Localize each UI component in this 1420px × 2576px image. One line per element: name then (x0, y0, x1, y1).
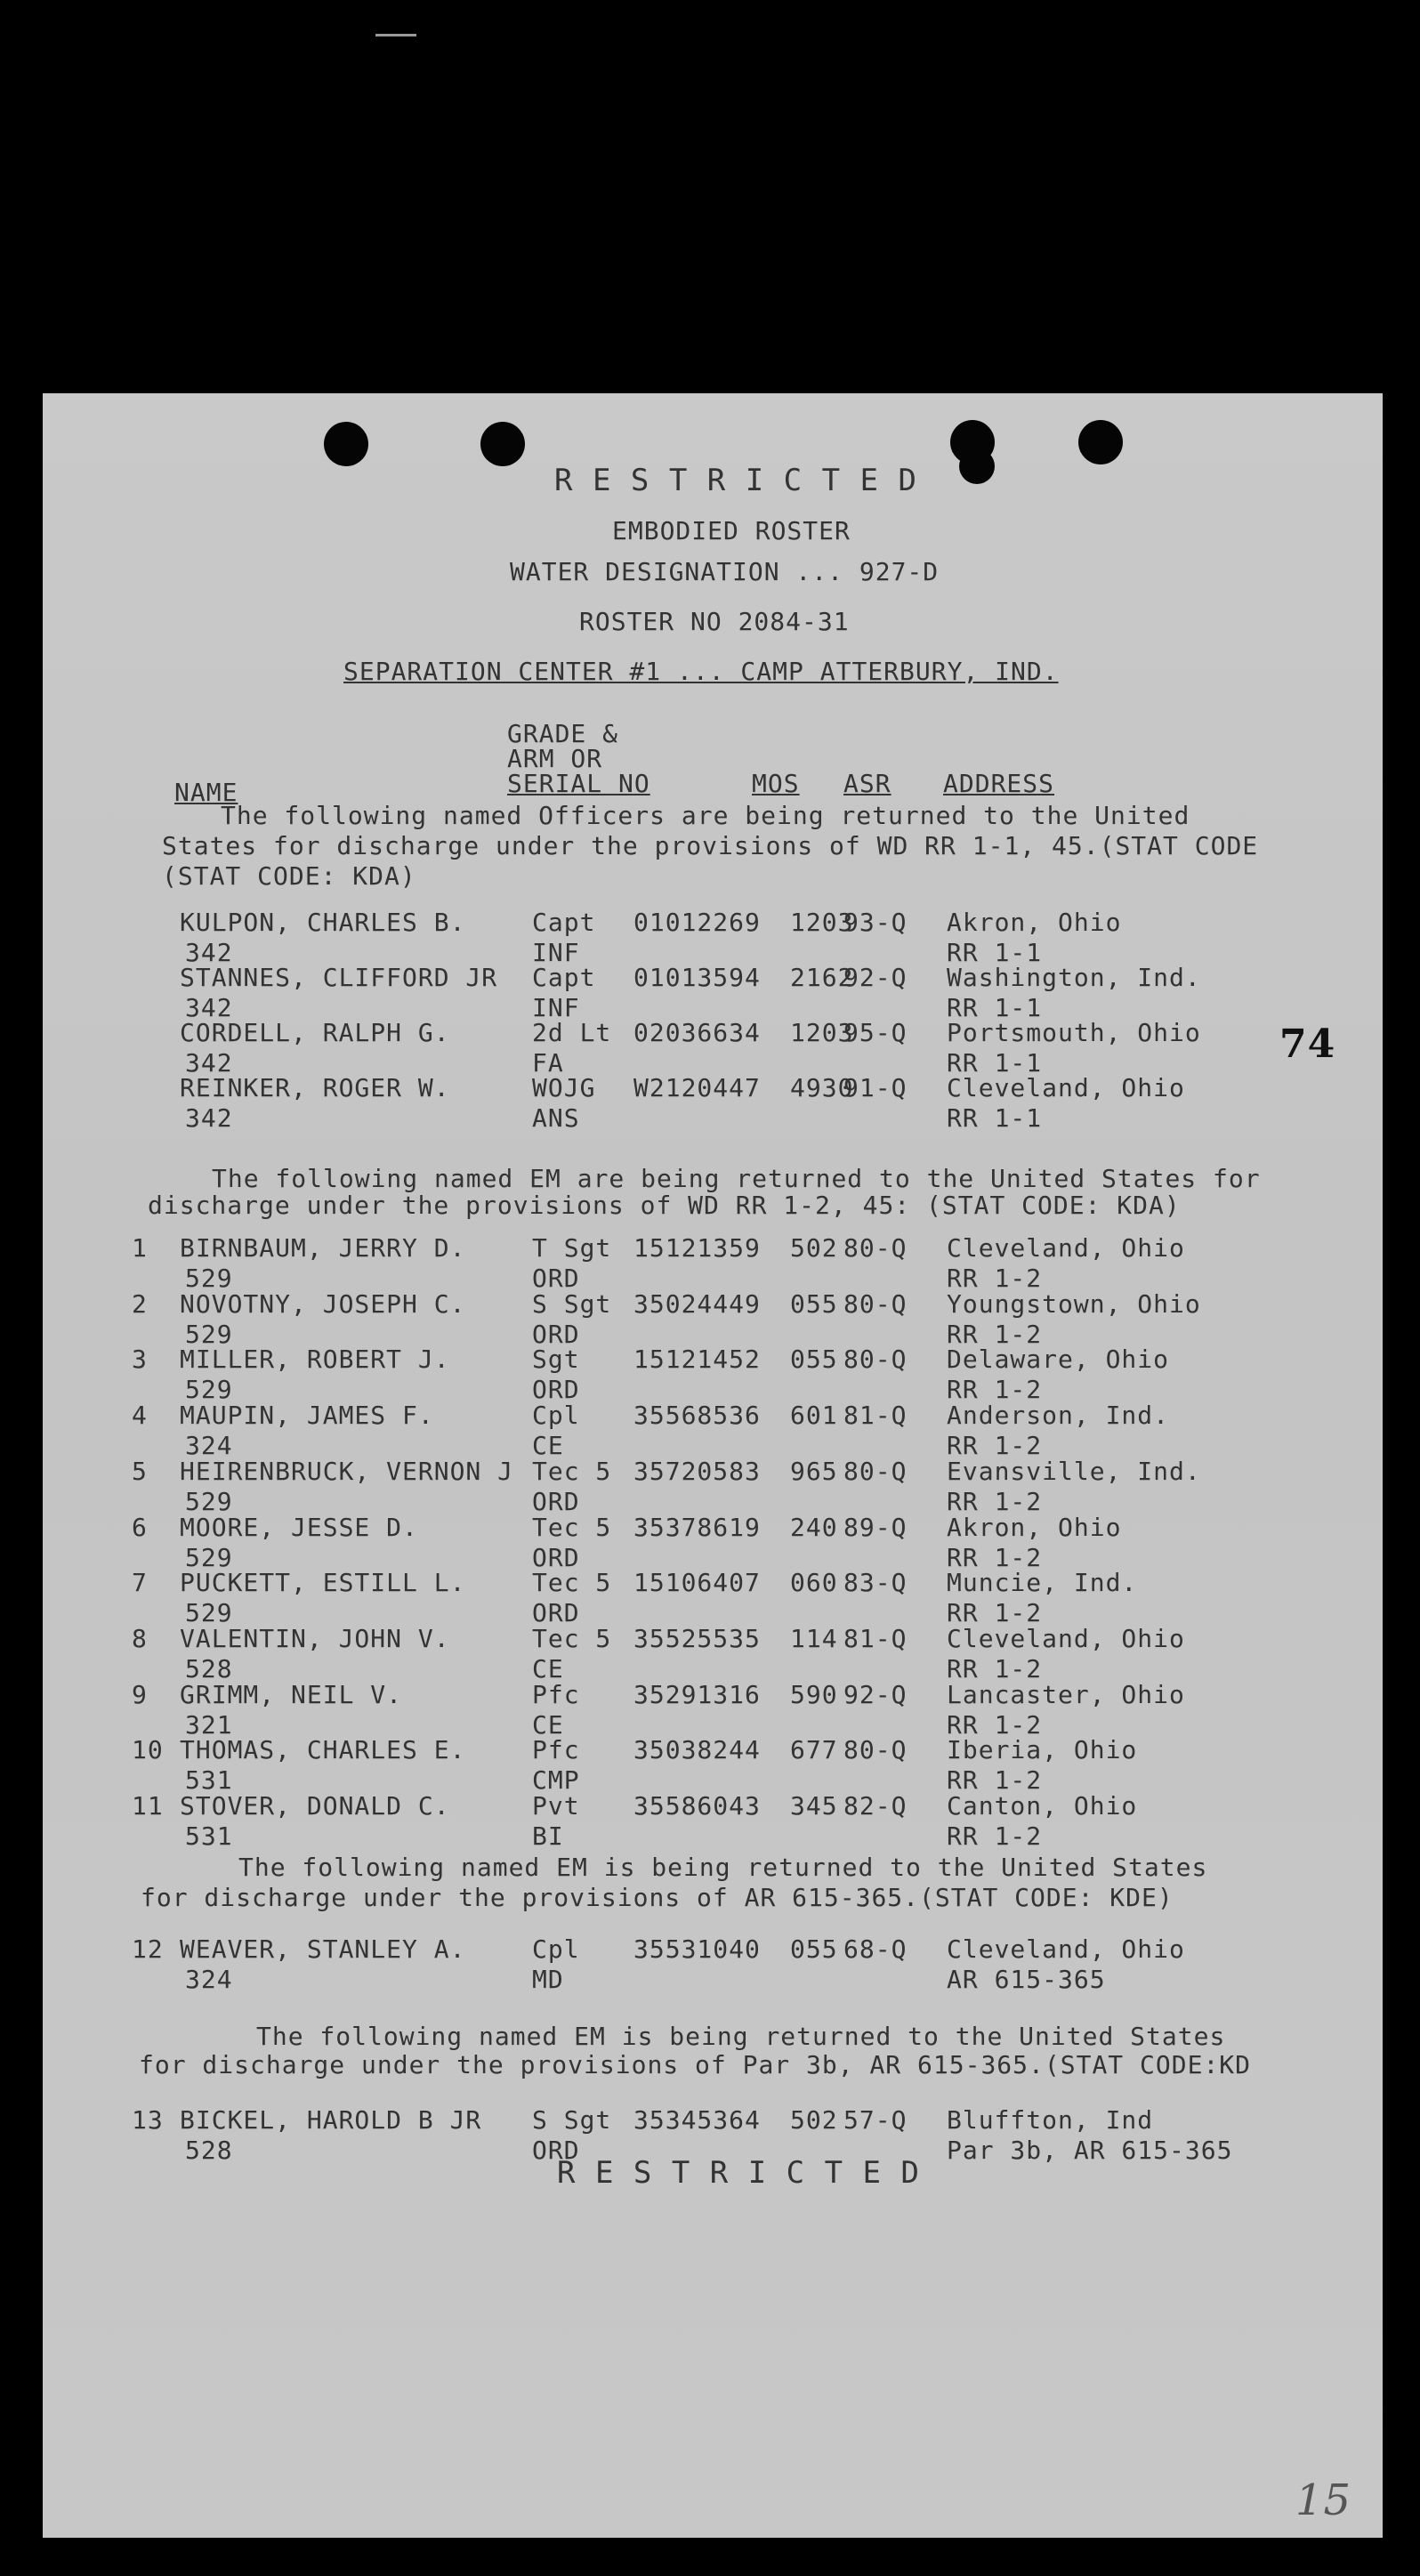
roster-name: BIRNBAUM, JERRY D. (180, 1233, 466, 1263)
roster-arm: ORD (532, 1486, 580, 1516)
roster-name: CORDELL, RALPH G. (180, 1018, 450, 1047)
roster-asr: 80-Q (843, 1735, 908, 1765)
roster-addr: Anderson, Ind. (947, 1401, 1170, 1431)
roster-code: 528 (185, 2136, 233, 2165)
roster-asr: 83-Q (843, 1568, 908, 1598)
roster-mos: 2162 (790, 963, 854, 992)
roster-serial: 35525535 (633, 1623, 761, 1653)
roster-code: 324 (185, 1965, 233, 1994)
roster-serial: 35345364 (633, 2105, 761, 2135)
roster-addr: Cleveland, Ohio (947, 1934, 1185, 1964)
roster-name: MOORE, JESSE D. (180, 1512, 418, 1542)
roster-grade: Capt (532, 908, 596, 937)
name-header: NAME (174, 778, 238, 807)
roster-arm: CE (532, 1653, 564, 1684)
top-mark (375, 34, 416, 36)
roster-mos: 055 (790, 1934, 838, 1964)
roster-addr: Akron, Ohio (947, 1512, 1122, 1542)
roster-reg: RR 1-1 (947, 993, 1043, 1022)
roster-num: 11 (132, 1791, 164, 1821)
roster-serial: 35291316 (633, 1679, 761, 1709)
section1-line3: (STAT CODE: KDA) (162, 861, 416, 891)
roster-reg: RR 1-2 (947, 1319, 1043, 1349)
roster-serial: 35720583 (633, 1456, 761, 1486)
roster-asr: 89-Q (843, 1512, 908, 1542)
section4-line2: for discharge under the provisions of Par 3b, AR 615-365.(STAT CODE:KD (139, 2050, 1252, 2079)
roster-name: STOVER, DONALD C. (180, 1791, 450, 1821)
roster-mos: 1203 (790, 1018, 854, 1047)
roster-asr: 81-Q (843, 1401, 908, 1431)
roster-asr: 68-Q (843, 1934, 908, 1964)
roster-mos: 055 (790, 1345, 838, 1375)
roster-reg: Par 3b, AR 615-365 (947, 2136, 1233, 2165)
roster-arm: INF (532, 938, 580, 967)
punch-hole (959, 448, 995, 484)
roster-grade: Tec 5 (532, 1456, 612, 1486)
roster-grade: S Sgt (532, 1288, 612, 1319)
roster-mos: 1203 (790, 908, 854, 937)
roster-reg: RR 1-2 (947, 1653, 1043, 1684)
roster-serial: 35038244 (633, 1735, 761, 1765)
roster-grade: Tec 5 (532, 1568, 612, 1598)
roster-arm: ORD (532, 2136, 580, 2165)
roster-arm: CMP (532, 1765, 580, 1796)
roster-addr: Cleveland, Ohio (947, 1623, 1185, 1653)
roster-grade: Cpl (532, 1401, 580, 1431)
roster-name: MAUPIN, JAMES F. (180, 1401, 434, 1431)
roster-num: 10 (132, 1735, 164, 1765)
roster-grade: T Sgt (532, 1233, 612, 1263)
roster-num: 6 (132, 1512, 148, 1542)
roster-num: 7 (132, 1568, 148, 1598)
roster-addr: Portsmouth, Ohio (947, 1018, 1201, 1047)
roster-mos: 240 (790, 1512, 838, 1542)
roster-mos: 590 (790, 1679, 838, 1709)
roster-arm: ORD (532, 1598, 580, 1628)
roster-grade: WOJG (532, 1073, 596, 1102)
roster-addr: Bluffton, Ind (947, 2105, 1154, 2135)
punch-hole (1078, 420, 1123, 464)
roster-arm: CE (532, 1431, 564, 1461)
roster-asr: 95-Q (843, 1018, 908, 1047)
section2-line1: The following named EM are being returned to the United States for (212, 1164, 1261, 1193)
roster-num: 4 (132, 1401, 148, 1431)
roster-reg: RR 1-1 (947, 1103, 1043, 1133)
roster-serial: 35586043 (633, 1791, 761, 1821)
roster-code: 529 (185, 1486, 233, 1516)
roster-mos: 114 (790, 1623, 838, 1653)
roster-reg: RR 1-2 (947, 1598, 1043, 1628)
roster-arm: CE (532, 1709, 564, 1740)
section1-line2: States for discharge under the provisions of WD RR 1-1, 45.(STAT CODE (162, 831, 1259, 860)
roster-code: 529 (185, 1542, 233, 1572)
roster-reg: RR 1-2 (947, 1542, 1043, 1572)
roster-serial: 15121359 (633, 1233, 761, 1263)
roster-mos: 055 (790, 1288, 838, 1319)
roster-addr: Canton, Ohio (947, 1791, 1138, 1821)
roster-name: MILLER, ROBERT J. (180, 1345, 450, 1375)
roster-grade: Sgt (532, 1345, 580, 1375)
header-line5: SEPARATION CENTER #1 ... CAMP ATTERBURY, IND. (343, 657, 1059, 686)
roster-code: 342 (185, 938, 233, 967)
roster-serial: 01012269 (633, 908, 761, 937)
roster-addr: Delaware, Ohio (947, 1345, 1170, 1375)
roster-num: 8 (132, 1623, 148, 1653)
header-line4: ROSTER NO 2084-31 (579, 607, 850, 636)
roster-name: PUCKETT, ESTILL L. (180, 1568, 466, 1598)
punch-hole (480, 422, 525, 466)
roster-code: 529 (185, 1375, 233, 1405)
roster-reg: RR 1-2 (947, 1765, 1043, 1796)
asr-header: ASR (843, 769, 892, 798)
roster-arm: BI (532, 1821, 564, 1851)
roster-name: REINKER, ROGER W. (180, 1073, 450, 1102)
roster-name: NOVOTNY, JOSEPH C. (180, 1288, 466, 1319)
roster-num: 12 (132, 1934, 164, 1964)
roster-serial: 15106407 (633, 1568, 761, 1598)
roster-code: 342 (185, 1048, 233, 1078)
roster-grade: Cpl (532, 1934, 580, 1964)
roster-arm: INF (532, 993, 580, 1022)
roster-addr: Youngstown, Ohio (947, 1288, 1201, 1319)
roster-arm: ORD (532, 1319, 580, 1349)
roster-grade: 2d Lt (532, 1018, 612, 1047)
roster-reg: RR 1-2 (947, 1486, 1043, 1516)
roster-asr: 80-Q (843, 1233, 908, 1263)
roster-addr: Cleveland, Ohio (947, 1233, 1185, 1263)
roster-serial: 35568536 (633, 1401, 761, 1431)
roster-addr: Evansville, Ind. (947, 1456, 1201, 1486)
roster-name: VALENTIN, JOHN V. (180, 1623, 450, 1653)
roster-num: 9 (132, 1679, 148, 1709)
roster-num: 5 (132, 1456, 148, 1486)
grade-header-3: SERIAL NO (507, 769, 650, 798)
roster-addr: Iberia, Ohio (947, 1735, 1138, 1765)
roster-asr: 93-Q (843, 908, 908, 937)
roster-asr: 92-Q (843, 1679, 908, 1709)
roster-reg: RR 1-2 (947, 1375, 1043, 1405)
grade-header-2: ARM OR (507, 744, 603, 773)
roster-code: 531 (185, 1821, 233, 1851)
roster-addr: Washington, Ind. (947, 963, 1201, 992)
roster-num: 2 (132, 1288, 148, 1319)
roster-mos: 502 (790, 1233, 838, 1263)
roster-row (43, 1073, 1383, 1141)
roster-row (43, 1791, 1383, 1859)
roster-code: 342 (185, 993, 233, 1022)
section2-line2: discharge under the provisions of WD RR 1-2, 45: (STAT CODE: KDA) (148, 1191, 1181, 1220)
roster-addr: Muncie, Ind. (947, 1568, 1138, 1598)
roster-asr: 91-Q (843, 1073, 908, 1102)
footer-restricted: R E S T R I C T E D (557, 2155, 920, 2191)
mos-header: MOS (752, 769, 800, 798)
roster-name: THOMAS, CHARLES E. (180, 1735, 466, 1765)
roster-name: WEAVER, STANLEY A. (180, 1934, 466, 1964)
roster-name: KULPON, CHARLES B. (180, 908, 466, 937)
header-title: R E S T R I C T E D (554, 463, 917, 498)
roster-serial: 02036634 (633, 1018, 761, 1047)
roster-arm: MD (532, 1965, 564, 1994)
roster-name: STANNES, CLIFFORD JR (180, 963, 498, 992)
roster-mos: 601 (790, 1401, 838, 1431)
roster-arm: ORD (532, 1542, 580, 1572)
roster-asr: 81-Q (843, 1623, 908, 1653)
roster-reg: RR 1-2 (947, 1709, 1043, 1740)
roster-num: 1 (132, 1233, 148, 1263)
section3-line2: for discharge under the provisions of AR 615-365.(STAT CODE: KDE) (141, 1883, 1174, 1912)
roster-code: 531 (185, 1765, 233, 1796)
roster-grade: S Sgt (532, 2105, 612, 2135)
section1-line1: The following named Officers are being returned to the United (221, 801, 1190, 830)
roster-grade: Capt (532, 963, 596, 992)
roster-reg: RR 1-2 (947, 1264, 1043, 1293)
roster-reg: RR 1-1 (947, 938, 1043, 967)
roster-mos: 345 (790, 1791, 838, 1821)
address-header: ADDRESS (943, 769, 1055, 798)
roster-addr: Cleveland, Ohio (947, 1073, 1185, 1102)
roster-addr: Akron, Ohio (947, 908, 1122, 937)
roster-grade: Tec 5 (532, 1623, 612, 1653)
roster-name: BICKEL, HAROLD B JR (180, 2105, 482, 2135)
roster-mos: 677 (790, 1735, 838, 1765)
roster-arm: ORD (532, 1264, 580, 1293)
page-stamp: 74 (1279, 1022, 1336, 1067)
roster-mos: 4930 (790, 1073, 854, 1102)
roster-mos: 060 (790, 1568, 838, 1598)
roster-num: 13 (132, 2105, 164, 2135)
roster-name: HEIRENBRUCK, VERNON J (180, 1456, 514, 1486)
document-page (43, 393, 1383, 2538)
roster-mos: 502 (790, 2105, 838, 2135)
roster-code: 528 (185, 1653, 233, 1684)
roster-serial: 35024449 (633, 1288, 761, 1319)
roster-mos: 965 (790, 1456, 838, 1486)
roster-code: 529 (185, 1264, 233, 1293)
roster-row (43, 1934, 1383, 2002)
roster-reg: RR 1-2 (947, 1821, 1043, 1851)
grade-header-1: GRADE & (507, 719, 619, 748)
roster-asr: 80-Q (843, 1288, 908, 1319)
section3-line1: The following named EM is being returned to the United States (238, 1853, 1208, 1882)
roster-asr: 82-Q (843, 1791, 908, 1821)
roster-reg: RR 1-1 (947, 1048, 1043, 1078)
roster-grade: Pfc (532, 1679, 580, 1709)
roster-reg: RR 1-2 (947, 1431, 1043, 1461)
roster-grade: Pfc (532, 1735, 580, 1765)
roster-code: 529 (185, 1598, 233, 1628)
roster-code: 529 (185, 1319, 233, 1349)
roster-arm: ANS (532, 1103, 580, 1133)
roster-addr: Lancaster, Ohio (947, 1679, 1185, 1709)
roster-asr: 92-Q (843, 963, 908, 992)
roster-asr: 80-Q (843, 1345, 908, 1375)
handwritten-page-number: 15 (1295, 2475, 1352, 2525)
roster-serial: W2120447 (633, 1073, 761, 1102)
roster-serial: 35531040 (633, 1934, 761, 1964)
roster-arm: FA (532, 1048, 564, 1078)
header-line3: WATER DESIGNATION ... 927-D (510, 557, 940, 586)
roster-code: 321 (185, 1709, 233, 1740)
roster-code: 324 (185, 1431, 233, 1461)
roster-grade: Tec 5 (532, 1512, 612, 1542)
roster-asr: 80-Q (843, 1456, 908, 1486)
roster-grade: Pvt (532, 1791, 580, 1821)
section4-line1: The following named EM is being returned to the United States (256, 2022, 1226, 2051)
roster-asr: 57-Q (843, 2105, 908, 2135)
roster-serial: 15121452 (633, 1345, 761, 1375)
roster-serial: 01013594 (633, 963, 761, 992)
header-line2: EMBODIED ROSTER (612, 516, 851, 545)
roster-serial: 35378619 (633, 1512, 761, 1542)
punch-hole (324, 422, 368, 466)
roster-reg: AR 615-365 (947, 1965, 1106, 1994)
roster-num: 3 (132, 1345, 148, 1375)
roster-name: GRIMM, NEIL V. (180, 1679, 403, 1709)
roster-arm: ORD (532, 1375, 580, 1405)
roster-code: 342 (185, 1103, 233, 1133)
